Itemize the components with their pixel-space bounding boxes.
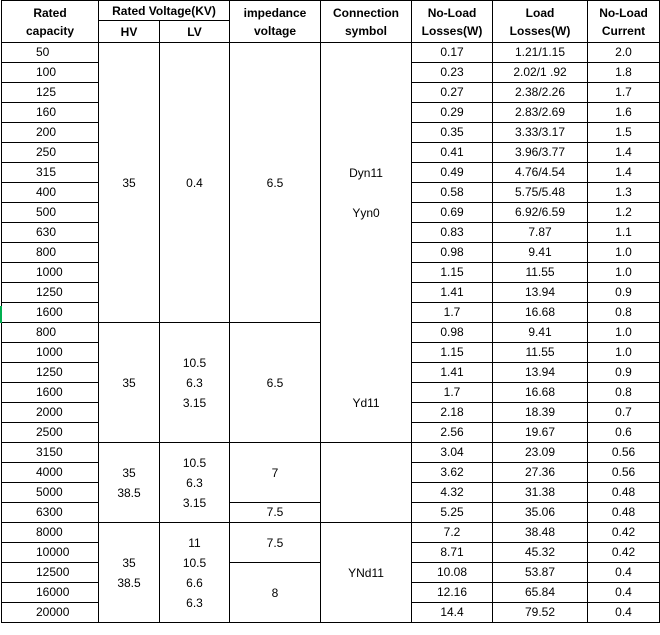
cell-capacity: 800 bbox=[2, 323, 99, 343]
cell-connection-group1 bbox=[321, 43, 412, 443]
cell-no-load-losses: 0.29 bbox=[412, 103, 493, 123]
cell-lv-group4 bbox=[160, 523, 230, 623]
cell-no-load-losses: 2.18 bbox=[412, 403, 493, 423]
cell-no-load-losses: 0.49 bbox=[412, 163, 493, 183]
transformer-spec-table bbox=[1, 0, 660, 623]
cell-load-losses: 11.55 bbox=[493, 263, 588, 283]
connection-dyn11: Dyn11 bbox=[349, 165, 383, 180]
cell-impedance-group3a: 7 bbox=[230, 443, 321, 503]
cell-capacity: 125 bbox=[2, 83, 99, 103]
cell-load-losses: 31.38 bbox=[493, 483, 588, 503]
cell-load-losses: 45.32 bbox=[493, 543, 588, 563]
cell-capacity: 50 bbox=[2, 43, 99, 63]
cell-no-load-current: 0.56 bbox=[588, 443, 660, 463]
cell-load-losses: 4.76/4.54 bbox=[493, 163, 588, 183]
header-no-load-losses bbox=[412, 1, 493, 43]
cell-impedance-group1: 6.5 bbox=[230, 43, 321, 323]
cell-no-load-losses: 0.35 bbox=[412, 123, 493, 143]
cell-no-load-current: 0.6 bbox=[588, 423, 660, 443]
cell-capacity: 400 bbox=[2, 183, 99, 203]
cell-no-load-current: 0.7 bbox=[588, 403, 660, 423]
cell-capacity: 1600 bbox=[2, 303, 99, 323]
cell-capacity: 315 bbox=[2, 163, 99, 183]
connection-yd11: Yd11 bbox=[352, 395, 380, 410]
cell-no-load-losses: 7.2 bbox=[412, 523, 493, 543]
hv-value: 35 bbox=[122, 555, 136, 570]
cell-load-losses: 16.68 bbox=[493, 383, 588, 403]
cell-no-load-losses: 0.83 bbox=[412, 223, 493, 243]
cell-load-losses: 2.02/1 .92 bbox=[493, 63, 588, 83]
cell-hv-group1: 35 bbox=[99, 43, 160, 323]
cell-load-losses: 16.68 bbox=[493, 303, 588, 323]
cell-no-load-current: 0.9 bbox=[588, 363, 660, 383]
header-no-load-losses-text: No-Load Losses(W) bbox=[421, 5, 483, 38]
cell-capacity: 1000 bbox=[2, 263, 99, 283]
hv-value: 38.5 bbox=[117, 485, 141, 500]
connection-yyn0: Yyn0 bbox=[352, 205, 380, 220]
cell-capacity: 800 bbox=[2, 243, 99, 263]
cell-no-load-losses: 0.98 bbox=[412, 323, 493, 343]
lv-value: 11 bbox=[188, 535, 201, 550]
cell-no-load-current: 0.48 bbox=[588, 503, 660, 523]
cell-no-load-losses: 8.71 bbox=[412, 543, 493, 563]
cell-no-load-losses: 0.23 bbox=[412, 63, 493, 83]
cell-load-losses: 18.39 bbox=[493, 403, 588, 423]
cell-no-load-losses: 1.15 bbox=[412, 343, 493, 363]
cell-no-load-losses: 0.98 bbox=[412, 243, 493, 263]
lv-value: 10.5 bbox=[182, 455, 207, 470]
cell-load-losses: 9.41 bbox=[493, 323, 588, 343]
table-row bbox=[2, 523, 660, 543]
cell-no-load-losses: 0.69 bbox=[412, 203, 493, 223]
cell-load-losses: 1.21/1.15 bbox=[493, 43, 588, 63]
cell-load-losses: 5.75/5.48 bbox=[493, 183, 588, 203]
cell-no-load-losses: 3.04 bbox=[412, 443, 493, 463]
cell-capacity: 12500 bbox=[2, 563, 99, 583]
lv-value: 6.3 bbox=[186, 595, 203, 610]
cell-no-load-current: 1.0 bbox=[588, 263, 660, 283]
cell-no-load-losses: 5.25 bbox=[412, 503, 493, 523]
cell-load-losses: 27.36 bbox=[493, 463, 588, 483]
header-rated-capacity-text: Rated capacity bbox=[25, 5, 75, 38]
cell-capacity: 6300 bbox=[2, 503, 99, 523]
cell-capacity: 2500 bbox=[2, 423, 99, 443]
cell-capacity: 160 bbox=[2, 103, 99, 123]
cell-impedance-group3b: 7.5 bbox=[230, 503, 321, 523]
cell-no-load-current: 1.3 bbox=[588, 183, 660, 203]
header-lv: LV bbox=[160, 21, 230, 43]
lv-value: 3.15 bbox=[182, 495, 207, 510]
cell-no-load-current: 1.4 bbox=[588, 163, 660, 183]
cell-load-losses: 35.06 bbox=[493, 503, 588, 523]
cell-capacity: 500 bbox=[2, 203, 99, 223]
cell-no-load-losses: 1.7 bbox=[412, 303, 493, 323]
cell-load-losses: 79.52 bbox=[493, 603, 588, 623]
cell-load-losses: 38.48 bbox=[493, 523, 588, 543]
cell-no-load-current: 0.8 bbox=[588, 383, 660, 403]
cell-no-load-current: 0.9 bbox=[588, 283, 660, 303]
cell-no-load-losses: 4.32 bbox=[412, 483, 493, 503]
cell-load-losses: 6.92/6.59 bbox=[493, 203, 588, 223]
cell-no-load-current: 0.4 bbox=[588, 603, 660, 623]
cell-load-losses: 2.83/2.69 bbox=[493, 103, 588, 123]
cell-no-load-current: 1.6 bbox=[588, 103, 660, 123]
header-hv: HV bbox=[99, 21, 160, 43]
cell-no-load-current: 0.48 bbox=[588, 483, 660, 503]
cell-hv-group2: 35 bbox=[99, 323, 160, 443]
cell-connection-group3 bbox=[321, 443, 412, 523]
cell-capacity: 250 bbox=[2, 143, 99, 163]
cell-no-load-current: 1.4 bbox=[588, 143, 660, 163]
cell-no-load-current: 0.42 bbox=[588, 523, 660, 543]
cell-hv-group3 bbox=[99, 443, 160, 523]
cell-no-load-current: 0.8 bbox=[588, 303, 660, 323]
cell-load-losses: 3.33/3.17 bbox=[493, 123, 588, 143]
lv-value: 10.5 bbox=[182, 355, 207, 370]
cell-capacity: 1000 bbox=[2, 343, 99, 363]
cell-load-losses: 65.84 bbox=[493, 583, 588, 603]
header-no-load-current bbox=[588, 1, 660, 43]
cell-impedance-group2: 6.5 bbox=[230, 323, 321, 443]
cell-no-load-current: 1.2 bbox=[588, 203, 660, 223]
cell-no-load-losses: 2.56 bbox=[412, 423, 493, 443]
cell-impedance-group4a: 7.5 bbox=[230, 523, 321, 563]
header-load-losses-text: Load Losses(W) bbox=[509, 5, 571, 38]
header-load-losses bbox=[493, 1, 588, 43]
hv-value: 35 bbox=[122, 465, 136, 480]
cell-no-load-losses: 1.7 bbox=[412, 383, 493, 403]
cell-no-load-current: 1.0 bbox=[588, 343, 660, 363]
cell-no-load-current: 1.1 bbox=[588, 223, 660, 243]
header-rated-voltage: Rated Voltage(KV) bbox=[99, 1, 230, 21]
cell-lv-group3 bbox=[160, 443, 230, 523]
cell-no-load-current: 1.0 bbox=[588, 323, 660, 343]
cell-no-load-current: 1.7 bbox=[588, 83, 660, 103]
cell-no-load-losses: 10.08 bbox=[412, 563, 493, 583]
cell-load-losses: 2.38/2.26 bbox=[493, 83, 588, 103]
cell-load-losses: 3.96/3.77 bbox=[493, 143, 588, 163]
cell-load-losses: 23.09 bbox=[493, 443, 588, 463]
lv-value: 3.15 bbox=[182, 395, 207, 410]
cell-hv-group4 bbox=[99, 523, 160, 623]
lv-value: 10.5 bbox=[182, 555, 207, 570]
cell-capacity: 8000 bbox=[2, 523, 99, 543]
cell-impedance-group4b: 8 bbox=[230, 563, 321, 623]
cell-lv-group1: 0.4 bbox=[160, 43, 230, 323]
cell-capacity: 20000 bbox=[2, 603, 99, 623]
cell-no-load-losses: 1.15 bbox=[412, 263, 493, 283]
cell-no-load-losses: 14.4 bbox=[412, 603, 493, 623]
cell-capacity: 2000 bbox=[2, 403, 99, 423]
cell-lv-group2 bbox=[160, 323, 230, 443]
cell-capacity: 4000 bbox=[2, 463, 99, 483]
row-marker bbox=[0, 306, 2, 323]
header-rated-capacity bbox=[2, 1, 99, 43]
cell-load-losses: 9.41 bbox=[493, 243, 588, 263]
cell-load-losses: 7.87 bbox=[493, 223, 588, 243]
cell-no-load-losses: 0.41 bbox=[412, 143, 493, 163]
header-impedance-voltage bbox=[230, 1, 321, 43]
cell-capacity: 5000 bbox=[2, 483, 99, 503]
cell-capacity: 1600 bbox=[2, 383, 99, 403]
header-connection-symbol bbox=[321, 1, 412, 43]
cell-no-load-current: 0.4 bbox=[588, 563, 660, 583]
cell-load-losses: 53.87 bbox=[493, 563, 588, 583]
table-row bbox=[2, 43, 660, 63]
hv-value: 38.5 bbox=[117, 575, 141, 590]
cell-capacity: 630 bbox=[2, 223, 99, 243]
cell-no-load-losses: 1.41 bbox=[412, 283, 493, 303]
cell-no-load-current: 1.8 bbox=[588, 63, 660, 83]
cell-no-load-current: 0.4 bbox=[588, 583, 660, 603]
cell-load-losses: 13.94 bbox=[493, 363, 588, 383]
cell-capacity: 10000 bbox=[2, 543, 99, 563]
cell-load-losses: 19.67 bbox=[493, 423, 588, 443]
cell-no-load-losses: 12.16 bbox=[412, 583, 493, 603]
cell-no-load-losses: 0.58 bbox=[412, 183, 493, 203]
cell-no-load-losses: 0.27 bbox=[412, 83, 493, 103]
header-impedance-text: impedance voltage bbox=[243, 5, 307, 38]
cell-capacity: 3150 bbox=[2, 443, 99, 463]
lv-value: 6.6 bbox=[186, 575, 203, 590]
cell-capacity: 200 bbox=[2, 123, 99, 143]
cell-no-load-losses: 3.62 bbox=[412, 463, 493, 483]
cell-load-losses: 13.94 bbox=[493, 283, 588, 303]
cell-capacity: 1250 bbox=[2, 363, 99, 383]
lv-value: 6.3 bbox=[186, 475, 203, 490]
cell-capacity: 1250 bbox=[2, 283, 99, 303]
cell-no-load-current: 1.5 bbox=[588, 123, 660, 143]
cell-load-losses: 11.55 bbox=[493, 343, 588, 363]
cell-capacity: 100 bbox=[2, 63, 99, 83]
cell-no-load-losses: 0.17 bbox=[412, 43, 493, 63]
cell-no-load-current: 1.0 bbox=[588, 243, 660, 263]
cell-no-load-losses: 1.41 bbox=[412, 363, 493, 383]
cell-no-load-current: 0.42 bbox=[588, 543, 660, 563]
cell-connection-group4: YNd11 bbox=[321, 523, 412, 623]
lv-value: 6.3 bbox=[186, 375, 203, 390]
header-connection-text: Connection symbol bbox=[333, 5, 400, 38]
header-no-load-current-text: No-Load Current bbox=[599, 5, 648, 38]
cell-no-load-current: 2.0 bbox=[588, 43, 660, 63]
table-row bbox=[2, 443, 660, 463]
cell-capacity: 16000 bbox=[2, 583, 99, 603]
cell-no-load-current: 0.56 bbox=[588, 463, 660, 483]
